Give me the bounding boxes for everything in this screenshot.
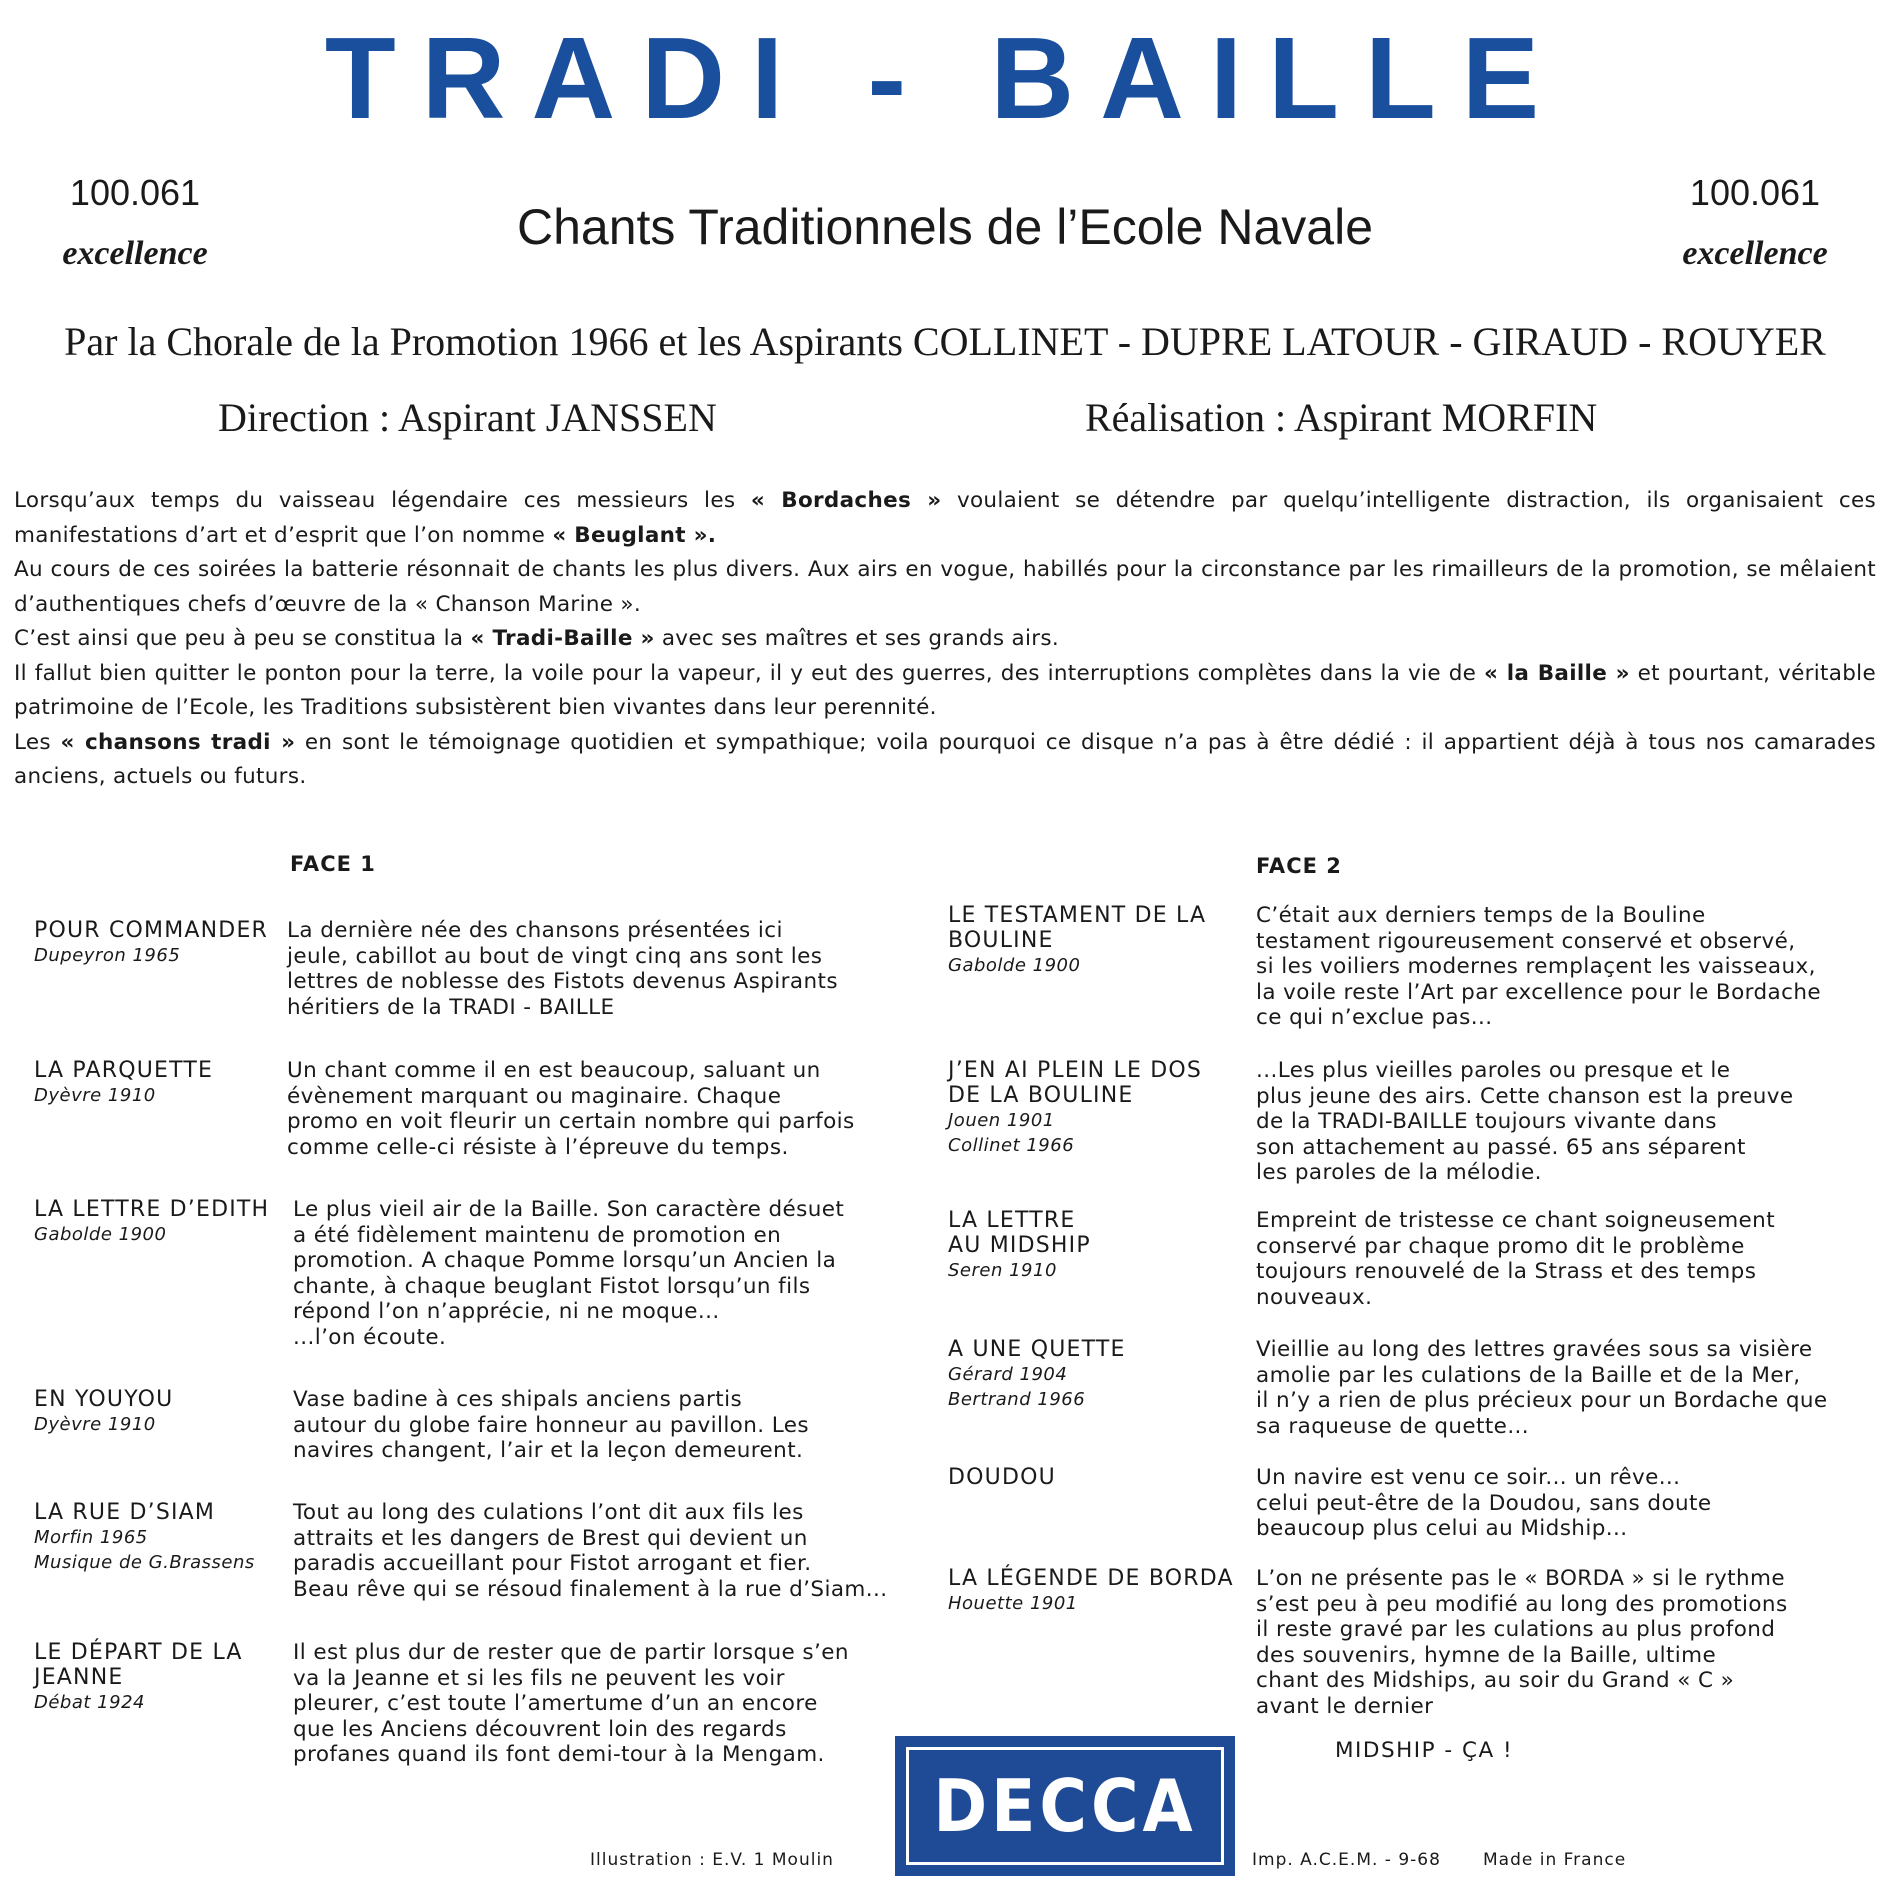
track-description xyxy=(287,918,838,1020)
excellence-label-right: excellence xyxy=(1682,235,1828,272)
track-description-line: de la TRADI-BAILLE toujours vivante dans xyxy=(1256,1109,1717,1134)
track-description-line: promotion. A chaque Pomme lorsqu’un Ancien la xyxy=(293,1248,837,1273)
performers-credit: Par la Chorale de la Promotion 1966 et les Aspirants COLLINET - DUPRE LATOUR - GIRAUD - ROUYER xyxy=(64,319,1826,364)
direction-credit: Direction : Aspirant JANSSEN xyxy=(218,395,717,440)
track-description-line: Un chant comme il en est beaucoup, saluant un xyxy=(287,1058,821,1083)
track-description-line: il n’y a rien de plus précieux pour un Bordache que xyxy=(1256,1388,1828,1413)
track-title: JEANNE xyxy=(34,1665,124,1690)
face-1-label: FACE 1 xyxy=(290,852,376,876)
track-description-line: chante, à chaque beuglant Fistot lorsqu’un fils xyxy=(293,1273,811,1299)
track-description-line: pleurer, c’est toute l’amertume d’un an encore xyxy=(293,1691,818,1716)
track-description-line: Vieillie au long des lettres gravées sous sa visière xyxy=(1256,1337,1813,1362)
track-description-line: que les Anciens découvrent loin des regards xyxy=(293,1716,787,1742)
track-credit: Dupeyron 1965 xyxy=(34,945,181,966)
intro-paragraph: Au cours de ces soirées la batterie résonnait de chants les plus divers. Aux airs en vogue, habillés pour la circonstance par les rimailleurs de la promotion, se mêlaient d’authentiques chefs d’œuvre de la « Chanson Marine ». xyxy=(14,557,1876,617)
track-heading xyxy=(34,1197,269,1247)
track-description xyxy=(293,1387,809,1464)
track-description-line: paradis accueillant pour Fistot arrogant et fier. xyxy=(293,1551,812,1576)
track-title: BOULINE xyxy=(948,928,1054,953)
track-description-line: testament rigoureusement conservé et observé, xyxy=(1256,928,1796,954)
track-description-line: Tout au long des culations l’ont dit aux fils les xyxy=(293,1500,804,1525)
track-description-line: ...l’on écoute. xyxy=(293,1324,447,1350)
track-title: LA RUE D’SIAM xyxy=(34,1500,216,1525)
track-description-line: conservé par chaque promo dit le problème xyxy=(1256,1233,1745,1259)
track-heading xyxy=(948,1337,1126,1412)
track-credit: Seren 1910 xyxy=(948,1260,1057,1281)
track-heading xyxy=(34,1500,255,1575)
track-title: POUR COMMANDER xyxy=(34,918,269,943)
track-credit: Gérard 1904 xyxy=(948,1364,1068,1385)
track-credit: Débat 1924 xyxy=(34,1692,145,1713)
realisation-credit: Réalisation : Aspirant MORFIN xyxy=(1085,395,1598,440)
track-description xyxy=(1256,1208,1775,1310)
track-title: LA PARQUETTE xyxy=(34,1058,214,1083)
track-title: DE LA BOULINE xyxy=(948,1083,1134,1108)
track-description-line: Empreint de tristesse ce chant soigneusement xyxy=(1256,1208,1776,1233)
track-description-line: plus jeune des airs. Cette chanson est la preuve xyxy=(1256,1083,1794,1109)
track-description-line: Beau rêve qui se résoud finalement à la rue d’Siam... xyxy=(293,1576,888,1602)
track-description-line: comme celle-ci résiste à l’épreuve du temps. xyxy=(287,1134,789,1160)
track-title: LA LETTRE xyxy=(948,1208,1076,1233)
track-description-line: celui peut-être de la Doudou, sans doute xyxy=(1256,1490,1712,1516)
intro-paragraph: C’est ainsi que peu à peu se constitua la « Tradi-Baille » avec ses maîtres et ses grands airs. xyxy=(14,626,1059,651)
track-description-line: s’est peu à peu modifié au long des promotions xyxy=(1256,1591,1788,1617)
track-title: AU MIDSHIP xyxy=(948,1233,1091,1258)
track-description-line: La dernière née des chansons présentées ici xyxy=(287,918,783,943)
track-description-line: ce qui n’exclue pas... xyxy=(1256,1005,1493,1030)
track-description-line: avant le dernier xyxy=(1256,1693,1434,1719)
track-description-line: la voile reste l’Art par excellence pour le Bordache xyxy=(1256,979,1821,1005)
track-credit: Collinet 1966 xyxy=(948,1135,1075,1156)
printer-credit: Imp. A.C.E.M. - 9-68 xyxy=(1252,1850,1441,1870)
track-heading xyxy=(34,1387,173,1437)
liner-notes-intro xyxy=(14,484,1876,795)
track-title: DOUDOU xyxy=(948,1465,1056,1490)
track-credit: Gabolde 1900 xyxy=(34,1224,167,1245)
track-description-line: si les voiliers modernes remplaçent les vaisseaux, xyxy=(1256,954,1816,979)
track-description-line: toujours renouvelé de la Strass et des temps xyxy=(1256,1259,1757,1284)
track-description-line: il reste gravé par les culations au plus profond xyxy=(1256,1617,1776,1642)
track-description xyxy=(1256,1058,1794,1186)
track-title: LA LÉGENDE DE BORDA xyxy=(948,1566,1234,1591)
face-2-label: FACE 2 xyxy=(1256,854,1342,878)
track-description-line: va la Jeanne et si les fils ne peuvent les voir xyxy=(293,1665,785,1691)
track-description-line: son attachement au passé. 65 ans séparent xyxy=(1256,1134,1746,1160)
track-credit: Gabolde 1900 xyxy=(948,955,1081,976)
album-title: TRADI - BAILLE xyxy=(324,13,1566,143)
track-description-line: attraits et les dangers de Brest qui devient un xyxy=(293,1525,808,1551)
album-subtitle: Chants Traditionnels de l’Ecole Navale xyxy=(516,199,1374,255)
track-description-line: nouveaux. xyxy=(1256,1284,1373,1310)
track-heading xyxy=(948,1566,1234,1616)
catalog-number-right: 100.061 xyxy=(1689,172,1821,213)
catalog-number-left: 100.061 xyxy=(69,172,201,213)
track-credit: Houette 1901 xyxy=(948,1593,1078,1614)
track-heading xyxy=(34,918,268,968)
track-description-line: beaucoup plus celui au Midship... xyxy=(1256,1516,1628,1541)
track-heading xyxy=(948,1208,1091,1283)
track-description-line: des souvenirs, hymne de la Baille, ultime xyxy=(1256,1642,1717,1668)
track-description-line: Il est plus dur de rester que de partir lorsque s’en xyxy=(293,1640,849,1665)
closing-line: MIDSHIP - ÇA ! xyxy=(1335,1738,1514,1763)
track-description xyxy=(1256,1337,1828,1439)
track-description-line: a été fidèlement maintenu de promotion en xyxy=(293,1222,782,1248)
track-description-line: profanes quand ils font demi-tour à la Mengam. xyxy=(293,1742,825,1767)
track-heading xyxy=(34,1058,213,1108)
track-credit: Bertrand 1966 xyxy=(948,1389,1086,1410)
track-description-line: héritiers de la TRADI - BAILLE xyxy=(287,994,615,1020)
track-description-line: navires changent, l’air et la leçon demeurent. xyxy=(293,1438,804,1463)
decca-logo: DECCA xyxy=(895,1736,1235,1876)
track-description xyxy=(1256,903,1821,1031)
track-heading xyxy=(948,1465,1056,1490)
track-description xyxy=(293,1197,844,1350)
intro-paragraph: Il fallut bien quitter le ponton pour la terre, la voile pour la vapeur, il y eut des guerres, des interruptions complètes dans la vie de « la Baille » et pourtant, véritable patrimoine de l’Ecole, les Traditions subsistèrent bien vivantes dans leur perennité. xyxy=(14,660,1876,720)
track-description-line: Le plus vieil air de la Baille. Son caractère désuet xyxy=(293,1197,845,1222)
excellence-label-left: excellence xyxy=(62,235,208,272)
track-description xyxy=(293,1640,849,1768)
track-heading xyxy=(34,1640,243,1715)
track-description xyxy=(1256,1465,1711,1542)
track-description-line: jeule, cabillot au bout de vingt cinq ans sont les xyxy=(287,943,823,969)
track-title: J’EN AI PLEIN LE DOS xyxy=(948,1058,1203,1083)
track-description-line: Un navire est venu ce soir... un rêve... xyxy=(1256,1465,1681,1490)
intro-paragraph: Les « chansons tradi » en sont le témoignage quotidien et sympathique; voila pourquoi ce disque n’a pas à être dédié : il appartient déjà à tous nos camarades anciens, actuels ou futurs. xyxy=(14,729,1876,789)
track-description-line: ...Les plus vieilles paroles ou presque et le xyxy=(1256,1058,1731,1083)
track-title: LE DÉPART DE LA xyxy=(34,1640,243,1665)
track-credit: Musique de G.Brassens xyxy=(34,1552,255,1573)
track-description-line: répond l’on n’apprécie, ni ne moque... xyxy=(293,1299,720,1324)
track-description-line: C’était aux derniers temps de la Bouline xyxy=(1256,903,1706,928)
track-credit: Dyèvre 1910 xyxy=(34,1414,156,1435)
track-heading xyxy=(948,1058,1202,1158)
track-description-line: L’on ne présente pas le « BORDA » si le rythme xyxy=(1256,1566,1785,1591)
track-description-line: chant des Midships, au soir du Grand « C » xyxy=(1256,1668,1735,1693)
track-credit: Dyèvre 1910 xyxy=(34,1085,156,1106)
track-description xyxy=(293,1500,887,1602)
track-credit: Morfin 1965 xyxy=(34,1527,148,1548)
track-title: A UNE QUETTE xyxy=(948,1337,1126,1362)
track-description-line: promo en voit fleurir un certain nombre qui parfois xyxy=(287,1109,855,1134)
track-description xyxy=(1256,1566,1788,1719)
track-description-line: évènement marquant ou maginaire. Chaque xyxy=(287,1083,782,1109)
track-heading xyxy=(948,903,1206,978)
track-credit: Jouen 1901 xyxy=(948,1110,1055,1131)
track-description-line: sa raqueuse de quette... xyxy=(1256,1413,1530,1439)
track-description-line: autour du globe faire honneur au pavillon. Les xyxy=(293,1412,809,1438)
track-title: EN YOUYOU xyxy=(34,1387,174,1412)
illustration-credit: Illustration : E.V. 1 Moulin xyxy=(590,1850,834,1870)
track-description xyxy=(287,1058,855,1160)
track-description-line: Vase badine à ces shipals anciens partis xyxy=(293,1387,743,1412)
track-description-line: les paroles de la mélodie. xyxy=(1256,1160,1542,1185)
intro-paragraph: Lorsqu’aux temps du vaisseau légendaire ces messieurs les « Bordaches » voulaient se détendre par quelqu’intelligente distraction, ils organisaient ces manifestations d’art et d’esprit que l’on nomme « Beuglant ». xyxy=(14,488,1876,548)
track-description-line: lettres de noblesse des Fistots devenus Aspirants xyxy=(287,969,838,994)
track-title: LA LETTRE D’EDITH xyxy=(34,1197,270,1222)
track-title: LE TESTAMENT DE LA xyxy=(948,903,1207,928)
track-description-line: amolie par les culations de la Baille et de la Mer, xyxy=(1256,1362,1801,1388)
made-in-france: Made in France xyxy=(1483,1850,1627,1870)
